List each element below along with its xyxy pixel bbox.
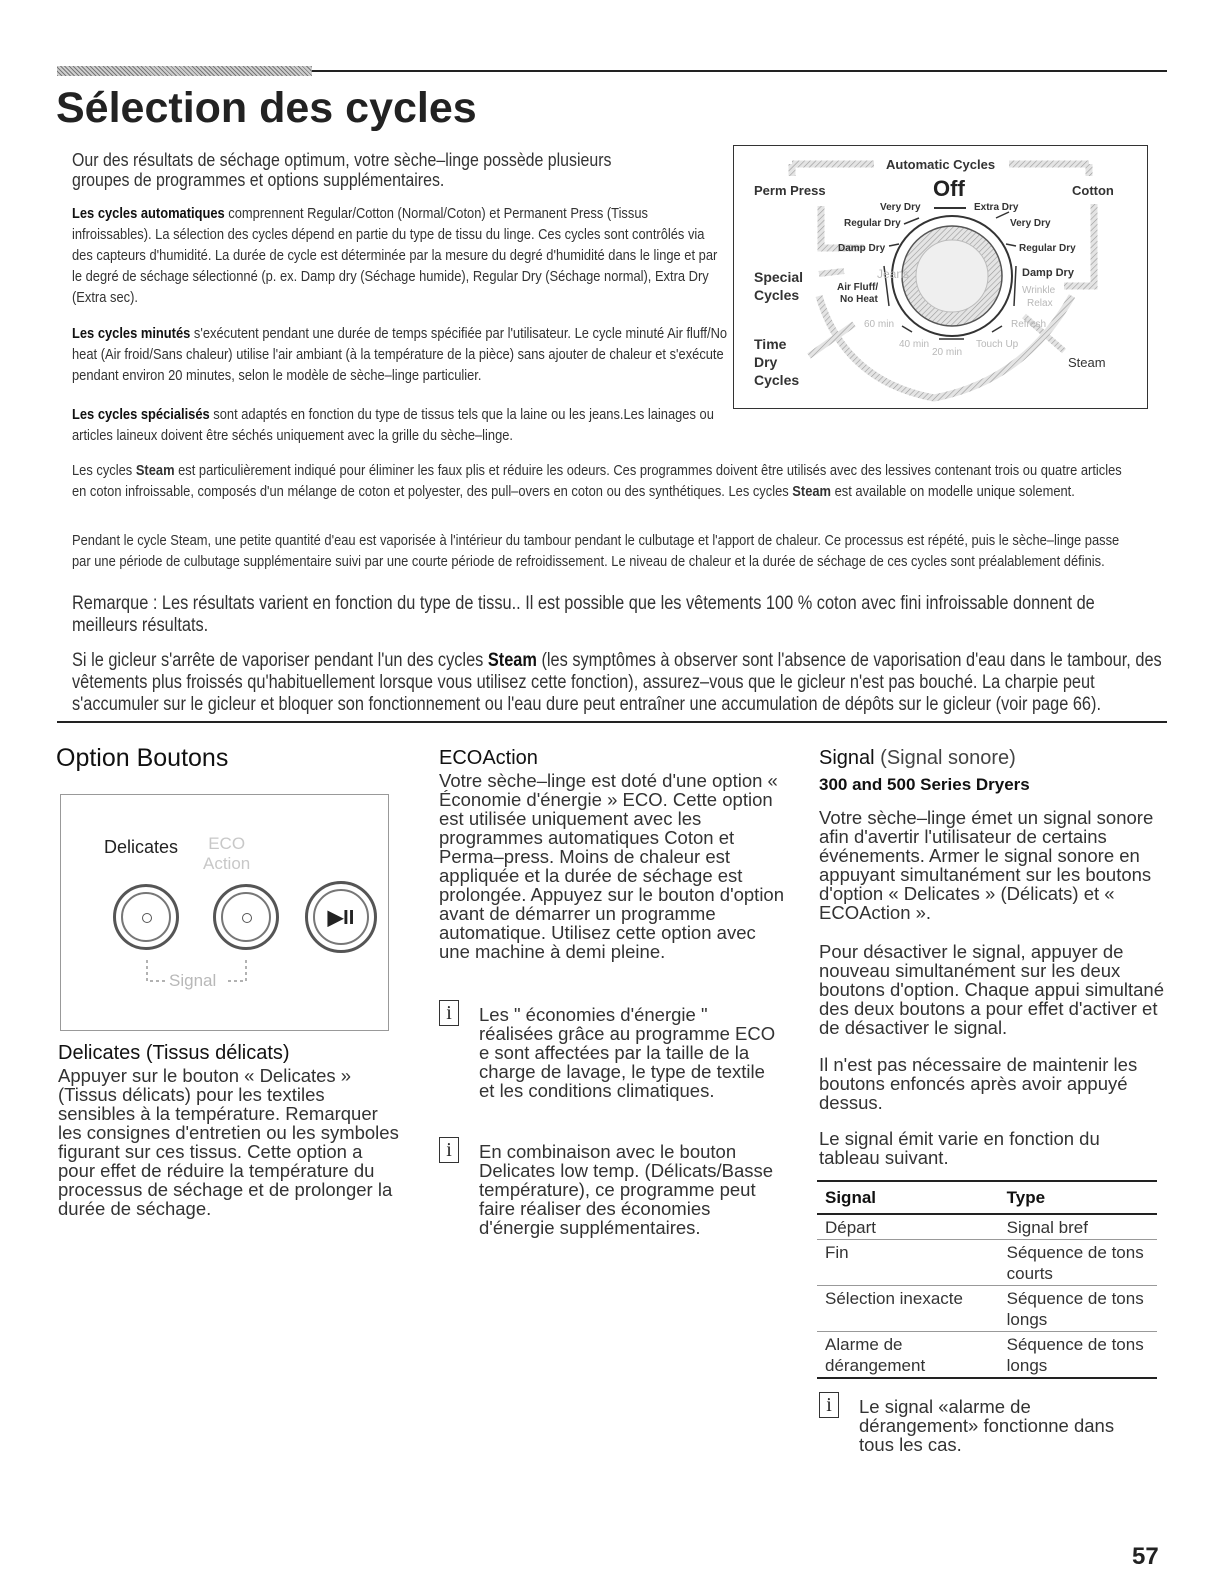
dial-60-min: 60 min bbox=[864, 319, 895, 330]
info-icon: i bbox=[819, 1392, 839, 1418]
dial-regular-dry-right: Regular Dry bbox=[1019, 243, 1076, 254]
auto-cycles-term: Les cycles automatiques bbox=[72, 205, 225, 222]
dial-touch-up: Touch Up bbox=[976, 339, 1019, 350]
dial-off: Off bbox=[933, 176, 965, 201]
auto-cycles-text: comprennent Regular/Cotton (Normal/Coton) et Permanent Press (Tissus infroissables). La sélection des cycles dépend en partie du type de tissu du linge. Ces cycles sont contrôlés via des capteurs d'humidité. La durée de cycle est déterminée par la mesure du degré d'humidité dans le linge et par le degré de séchage sélectionné (p. ex. Damp dry (Séchage humide), Regular Dry (Séchage normal), Extra Dry (Extra sec). bbox=[72, 205, 718, 306]
signal-heading bbox=[819, 747, 1016, 770]
table-header-row bbox=[817, 1181, 1157, 1214]
dial-cotton: Cotton bbox=[1072, 183, 1114, 198]
start-pause-button[interactable] bbox=[305, 881, 377, 953]
table-cell: Sélection inexacte bbox=[817, 1286, 999, 1332]
dial-40-min: 40 min bbox=[899, 339, 930, 350]
intro-paragraph: Our des résultats de séchage optimum, votre sèche–linge possède plusieurs groupes de programmes et options supplémentaires. bbox=[72, 149, 612, 190]
delicates-heading: Delicates (Tissus délicats) bbox=[58, 1042, 290, 1064]
steam-text-d: est available on modelle unique solement. bbox=[831, 483, 1075, 500]
steam-paragraph bbox=[72, 460, 1138, 502]
section-divider bbox=[57, 721, 1167, 723]
special-cycles-text: sont adaptés en fonction du type de tissus tels que la laine ou les jeans.Les lainages ou articles laineux doivent être séchés uniquement avec la grille du sèche–linge. bbox=[72, 406, 714, 444]
table-cell: Séquence de tons courts bbox=[999, 1240, 1157, 1286]
dial-20-min: 20 min bbox=[932, 347, 963, 358]
panel-delicates-label: Delicates bbox=[104, 837, 179, 857]
dial-damp-dry-right: Damp Dry bbox=[1022, 267, 1074, 279]
table-cell: Départ bbox=[817, 1214, 999, 1240]
ecoaction-heading: ECOAction bbox=[439, 747, 538, 769]
special-cycles-paragraph bbox=[72, 404, 726, 446]
dial-very-dry-left: Very Dry bbox=[880, 202, 921, 213]
dial-perm-press: Perm Press bbox=[754, 183, 826, 198]
delicates-text: Appuyer sur le bouton « Delicates » (Tissus délicats) pour les textiles sensibles à la température. Remarquer les consignes d'entretien ou les symboles figurant sur ces tissus. Cette option a pour effet de réduire la température du processus de séchage et de prolonger la durée de séchage. bbox=[58, 1065, 399, 1219]
signal-heading-paren: (Signal sonore) bbox=[874, 747, 1016, 769]
timed-cycles-paragraph bbox=[72, 323, 734, 386]
dial-special: Special bbox=[754, 269, 804, 285]
top-hatch-bar bbox=[57, 66, 312, 76]
steam-term-1: Steam bbox=[135, 462, 175, 479]
table-row bbox=[817, 1286, 1157, 1332]
steam-text-c: est particulièrement indiqué pour éliminer les faux plis et réduire les odeurs. Ces programmes doivent être utilisés avec des lessives contenant trois ou quatre articles en coton infroissable, composés d'un mélange de coton et polyester, des pull–overs en coton ou des synthétiques. Les cycles bbox=[72, 462, 1122, 500]
table-row bbox=[817, 1332, 1157, 1379]
button-panel-illustration bbox=[60, 794, 389, 1031]
dial-automatic-cycles: Automatic Cycles bbox=[886, 157, 996, 172]
table-cell: Alarme de dérangement bbox=[817, 1332, 999, 1379]
panel-eco-label: ECO bbox=[208, 834, 246, 853]
auto-cycles-paragraph bbox=[72, 203, 726, 308]
nozzle-term: Steam bbox=[487, 650, 537, 671]
dial-regular-dry-left: Regular Dry bbox=[844, 218, 901, 229]
dial-wrinkle: Wrinkle bbox=[1022, 285, 1056, 296]
dial-damp-dry-left: Damp Dry bbox=[838, 243, 886, 254]
remark-paragraph: Remarque : Les résultats varient en fonction du type de tissu.. Il est possible que les vêtements 100 % coton avec fini infroissable donnent de meilleurs résultats. bbox=[72, 593, 1095, 636]
special-cycles-term: Les cycles spécialisés bbox=[72, 406, 210, 423]
timed-cycles-term: Les cycles minutés bbox=[72, 325, 191, 342]
series-subheading: 300 and 500 Series Dryers bbox=[819, 775, 1030, 794]
panel-action-label: Action bbox=[203, 854, 251, 873]
info-icon: i bbox=[439, 1137, 459, 1163]
dial-refresh: Refresh bbox=[1011, 319, 1047, 330]
page-number: 57 bbox=[1132, 1543, 1159, 1570]
info-icon: i bbox=[439, 1000, 459, 1026]
cycle-dial-figure bbox=[733, 145, 1148, 409]
table-row bbox=[817, 1214, 1157, 1240]
dial-time: Time bbox=[754, 336, 787, 352]
steam-process-paragraph: Pendant le cycle Steam, une petite quantité d'eau est vaporisée à l'intérieur du tambour pendant le culbutage et l'apport de chaleur. Ce processus est répété, puis le sèche–linge passe par une période de culbutage supplémentaire suivi par une courte période de refroidissement. Le niveau de chaleur et la durée de séchage de ces cycles sont préalablement définis. bbox=[72, 532, 1120, 570]
dial-special-cycles: Cycles bbox=[754, 287, 800, 303]
table-cell: Séquence de tons longs bbox=[999, 1286, 1157, 1332]
table-cell: Fin bbox=[817, 1240, 999, 1286]
dial-jeans: Jeans bbox=[877, 267, 910, 281]
signal-paragraph-2: Pour désactiver le signal, appuyer de nouveau simultanément sur les deux boutons d'option. Chaque appui simultané des deux boutons a pour effet d'activer et de désactiver le signal. bbox=[819, 941, 1165, 1038]
steam-term-2: Steam bbox=[792, 483, 832, 500]
table-cell: Séquence de tons longs bbox=[999, 1332, 1157, 1379]
panel-signal-label: Signal bbox=[169, 971, 217, 990]
dial-relax: Relax bbox=[1027, 298, 1053, 309]
steam-text-a: Les cycles bbox=[72, 462, 136, 479]
signal-table bbox=[817, 1180, 1157, 1379]
dial-no-heat: No Heat bbox=[840, 294, 878, 305]
play-pause-icon: ▶II bbox=[327, 906, 355, 929]
dial-extra-dry: Extra Dry bbox=[974, 202, 1019, 213]
nozzle-text-c: (les symptômes à observer sont l'absence de vaporisation d'eau dans le tambour, des vêtements plus froissés qu'habituellement lorsque vous utilisez cette fonction), assurez–vous que le gicleur n'est pas bouché. La charpie peut s'accumuler sur le gicleur et bloquer son fonctionnement ou l'eau dure peut entraîner une accumulation de dépôts sur le gicleur (voir page 66). bbox=[72, 650, 1162, 715]
table-header-type: Type bbox=[999, 1181, 1157, 1214]
table-row bbox=[817, 1240, 1157, 1286]
nozzle-paragraph bbox=[72, 650, 1164, 716]
dial-dry: Dry bbox=[754, 354, 778, 370]
signal-note: Le signal «alarme de dérangement» fonctionne dans tous les cas. bbox=[859, 1396, 1115, 1455]
timed-cycles-text: s'exécutent pendant une durée de temps spécifiée par l'utilisateur. Le cycle minuté Air fluff/No heat (Air froid/Sans chaleur) utilise l'air ambiant (à la température de la pièce) sans ajouter de chaleur et s'exécute pendant environ 20 minutes, selon le modèle de sèche–linge particulier. bbox=[72, 325, 728, 384]
signal-paragraph-3: Il n'est pas nécessaire de maintenir les boutons enfoncés après avoir appuyé dessus. bbox=[819, 1054, 1138, 1113]
dial-air-fluff: Air Fluff/ bbox=[837, 282, 879, 293]
dial-very-dry-right: Very Dry bbox=[1010, 218, 1051, 229]
signal-paragraph-1: Votre sèche–linge émet un signal sonore afin d'avertir l'utilisateur de certains événements. Armer le signal sonore en appuyant simultanément sur les boutons d'option « Delicates » (Délicats) et « ECOAction ». bbox=[819, 807, 1154, 923]
page-title: Sélection des cycles bbox=[56, 84, 477, 132]
signal-heading-main: Signal bbox=[819, 747, 875, 769]
dial-time-dry-cycles: Cycles bbox=[754, 372, 800, 388]
option-buttons-heading: Option Boutons bbox=[56, 744, 229, 772]
signal-paragraph-4: Le signal émit varie en fonction du tableau suivant. bbox=[819, 1128, 1100, 1168]
table-header-signal: Signal bbox=[817, 1181, 999, 1214]
nozzle-text-a: Si le gicleur s'arrête de vaporiser pendant l'un des cycles bbox=[72, 650, 488, 671]
eco-note-1: Les " économies d'énergie " réalisées grâce au programme ECO e sont affectées par la taille de la charge de lavage, le type de textile et les conditions climatiques. bbox=[479, 1004, 776, 1101]
dial-steam: Steam bbox=[1068, 355, 1106, 370]
eco-note-2: En combinaison avec le bouton Delicates low temp. (Délicats/Basse température), ce programme peut faire réaliser des économies d'énergie supplémentaires. bbox=[479, 1141, 774, 1238]
ecoaction-text: Votre sèche–linge est doté d'une option « Économie d'énergie » ECO. Cette option est utilisée uniquement avec les programmes automatiques Coton et Perma–press. Moins de chaleur est appliquée et la durée de séchage est prolongée. Appuyez sur le bouton d'option avant de démarrer un programme automatique. Utilisez cette option avec une machine à demi pleine. bbox=[439, 770, 785, 962]
table-cell: Signal bref bbox=[999, 1214, 1157, 1240]
